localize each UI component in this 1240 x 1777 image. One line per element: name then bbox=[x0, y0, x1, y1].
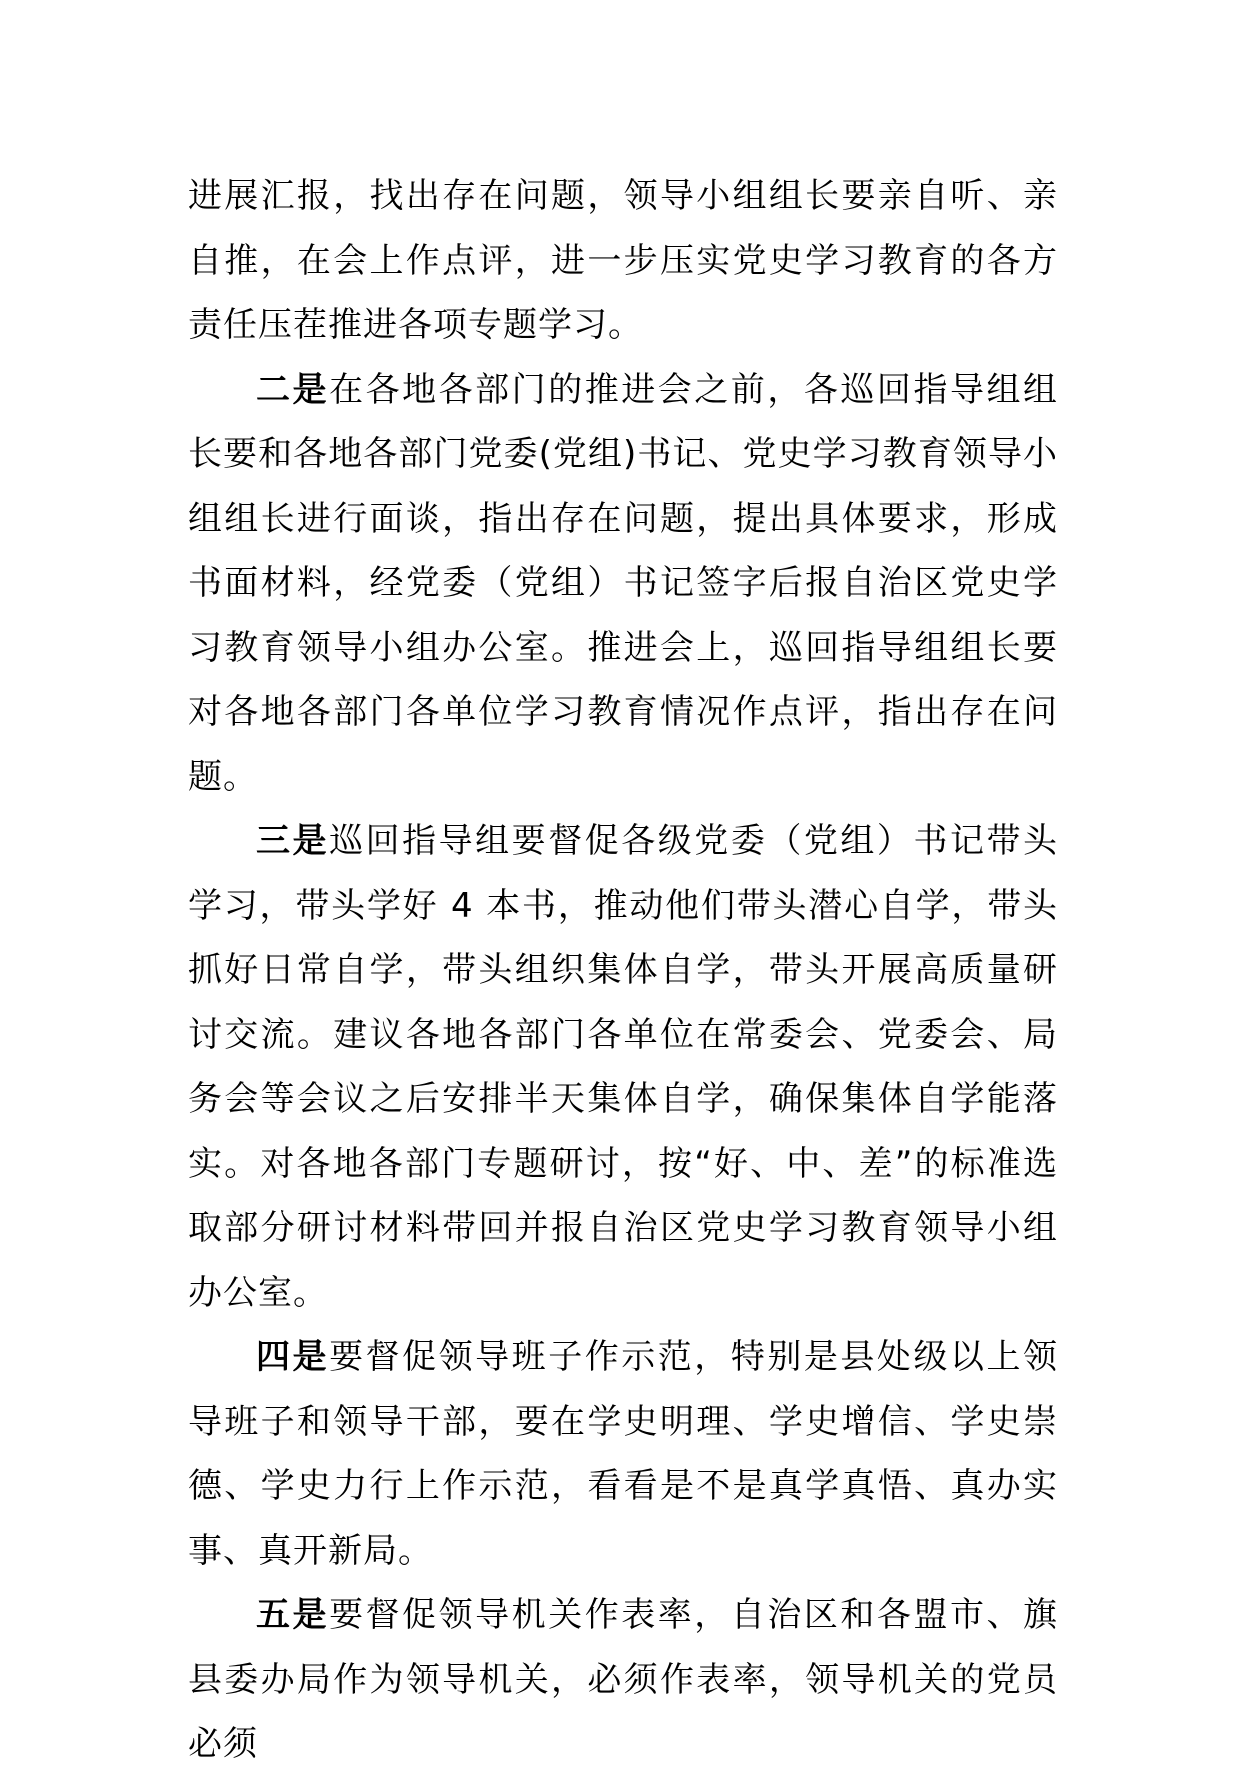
paragraph-3-lead: 三是 bbox=[256, 821, 330, 861]
paragraph-3 bbox=[188, 809, 1058, 1325]
paragraph-3-text: 巡回指导组要督促各级党委（党组）书记带头学习，带头学好 4 本书，推动他们带头潜心自学，带头抓好日常自学，带头组织集体自学，带头开展高质量研讨交流。建议各地各部门各单位在常委会、党委会、局务会等会议之后安排半天集体自学，确保集体自学能落实。对各地各部门专题研讨，按“好、中、差”的标准选取部分研讨材料带回并报自治区党史学习教育领导小组办公室。 bbox=[188, 821, 1059, 1313]
paragraph-5-text: 要督促领导机关作表率，自治区和各盟市、旗县委办局作为领导机关，必须作表率，领导机关的党员必须 bbox=[188, 1595, 1059, 1764]
paragraph-1-text: 进展汇报，找出存在问题，领导小组组长要亲自听、亲自推，在会上作点评，进一步压实党史学习教育的各方责任压茬推进各项专题学习。 bbox=[188, 176, 1058, 345]
document-body bbox=[188, 164, 1058, 1777]
paragraph-4-text: 要督促领导班子作示范，特别是县处级以上领导班子和领导干部，要在学史明理、学史增信、学史崇德、学史力行上作示范，看看是不是真学真悟、真办实事、真开新局。 bbox=[188, 1337, 1059, 1571]
paragraph-4-lead: 四是 bbox=[256, 1337, 330, 1377]
paragraph-2-text: 在各地各部门的推进会之前，各巡回指导组组长要和各地各部门党委(党组)书记、党史学习教育领导小组组长进行面谈，指出存在问题，提出具体要求，形成书面材料，经党委（党组）书记签字后报自治区党史学习教育领导小组办公室。推进会上，巡回指导组组长要对各地各部门各单位学习教育情况作点评，指出存在问题。 bbox=[188, 369, 1059, 797]
paragraph-2 bbox=[188, 358, 1058, 810]
paragraph-5 bbox=[188, 1583, 1058, 1777]
paragraph-5-lead: 五是 bbox=[256, 1595, 330, 1635]
paragraph-1 bbox=[188, 164, 1058, 358]
paragraph-4 bbox=[188, 1325, 1058, 1583]
paragraph-2-lead: 二是 bbox=[256, 369, 330, 410]
